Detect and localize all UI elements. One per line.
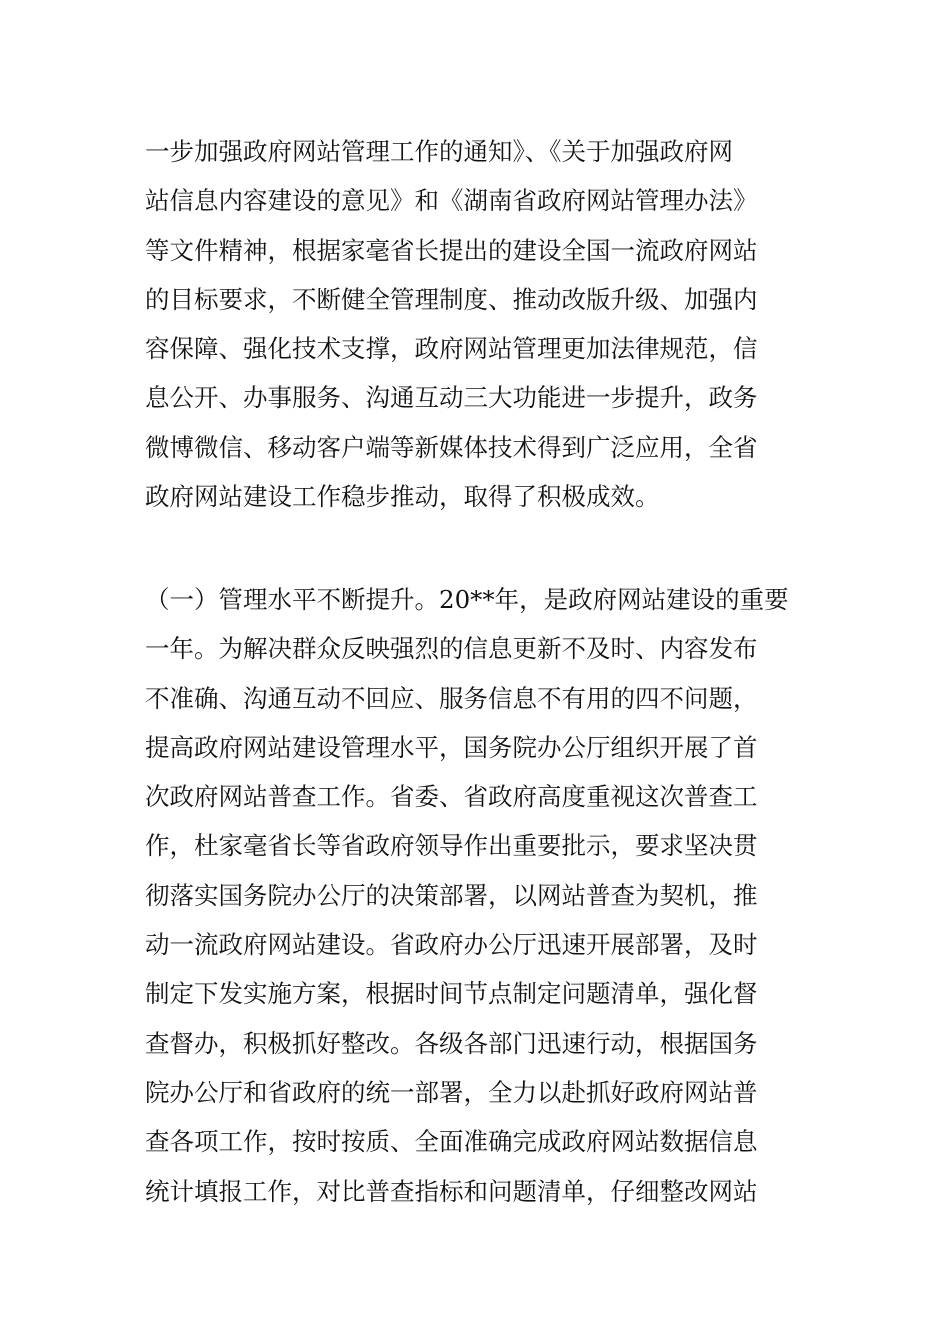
text-line: 容保障、强化技术支撑，政府网站管理更加法律规范，信 — [145, 334, 758, 364]
text-line: 查各项工作，按时按质、全面准确完成政府网站数据信息 — [145, 1127, 758, 1157]
text-line: 次政府网站普查工作。省委、省政府高度重视这次普查工 — [145, 782, 758, 812]
text-line: 的目标要求，不断健全管理制度、推动改版升级、加强内 — [145, 284, 758, 314]
text-line: 一步加强政府网站管理工作的通知》、《关于加强政府网 — [145, 137, 733, 166]
text-line: 统计填报工作，对比普查指标和问题清单，仔细整改网站 — [145, 1176, 758, 1206]
text-line: 动一流政府网站建设。省政府办公厅迅速开展部署，及时 — [145, 930, 758, 960]
text-line: 息公开、办事服务、沟通互动三大功能进一步提升，政务 — [145, 383, 758, 413]
text-line: 站信息内容建设的意见》和《湖南省政府网站管理办法》 — [145, 186, 758, 216]
text-line: 提高政府网站建设管理水平，国务院办公厅组织开展了首 — [145, 732, 758, 762]
text-line: 微博微信、移动客户端等新媒体技术得到广泛应用，全省 — [145, 432, 758, 462]
text-line: 政府网站建设工作稳步推动，取得了积极成效。 — [145, 482, 660, 512]
text-line: 作，杜家毫省长等省政府领导作出重要批示，要求坚决贯 — [145, 831, 758, 861]
text-line: 查督办，积极抓好整改。各级各部门迅速行动，根据国务 — [145, 1028, 758, 1058]
text-line: 制定下发实施方案，根据时间节点制定问题清单，强化督 — [145, 979, 758, 1009]
text-line: 院办公厅和省政府的统一部署，全力以赴抓好政府网站普 — [145, 1077, 758, 1107]
text-line: 彻落实国务院办公厅的决策部署，以网站普查为契机，推 — [145, 880, 758, 910]
text-line: 等文件精神，根据家毫省长提出的建设全国一流政府网站 — [145, 235, 758, 265]
paragraph-management-level — [145, 575, 825, 1216]
text-line: 一年。为解决群众反映强烈的信息更新不及时、内容发布 — [145, 634, 758, 664]
text-line: （一）管理水平不断提升。20**年，是政府网站建设的重要 — [145, 585, 789, 614]
paragraph-intro — [145, 127, 825, 521]
text-line: 不准确、沟通互动不回应、服务信息不有用的四不问题， — [145, 683, 758, 713]
